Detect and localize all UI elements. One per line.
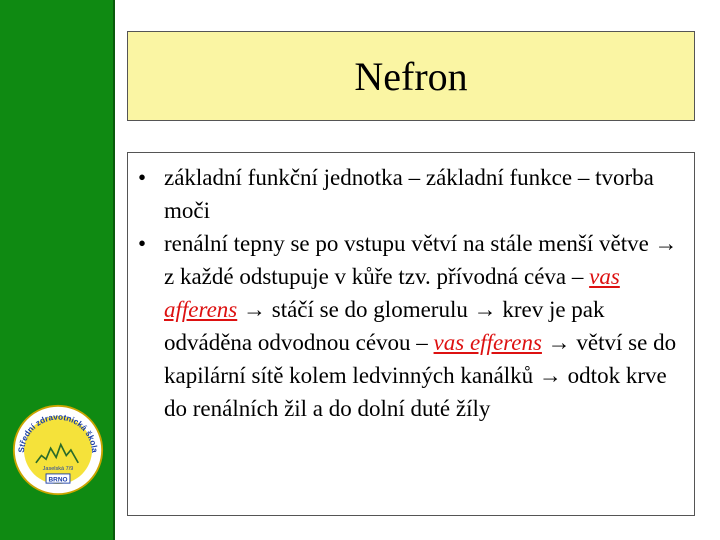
term-vas-efferens: vas efferens [433,330,542,355]
bullet-text-part: renální tepny se po vstupu větví na stále menší větve → z každé odstupuje v kůře tzv. přívodná céva – [164,231,678,289]
logo-text-address: Jaselská 7/9 [42,466,74,473]
bullet-text: základní funkční jednotka – základní funkce – tvorba moči [164,165,654,223]
school-logo [12,404,104,496]
slide-title: Nefron [354,53,468,99]
title-box [127,31,695,121]
bullet-dot-icon: • [138,231,147,256]
bullet-item [138,227,680,425]
bullet-text-part: → stáčí se do glomerulu → krev je pak odváděna odvodnou cévou – [164,297,605,355]
logo-text-city: BRNO [48,476,68,484]
bullet-list [128,153,694,425]
term-vas-afferens: vas afferens [164,264,620,322]
bullet-item [138,161,680,227]
sidebar [0,0,115,540]
logo-text-top: Střední zdravotnická škola [16,412,100,454]
bullet-text-part: → větví se do kapilární sítě kolem ledvinných kanálků → odtok krve do renálních žil a do dolní duté žíly [164,330,677,421]
content-box [127,152,695,516]
bullet-dot-icon: • [138,165,147,190]
